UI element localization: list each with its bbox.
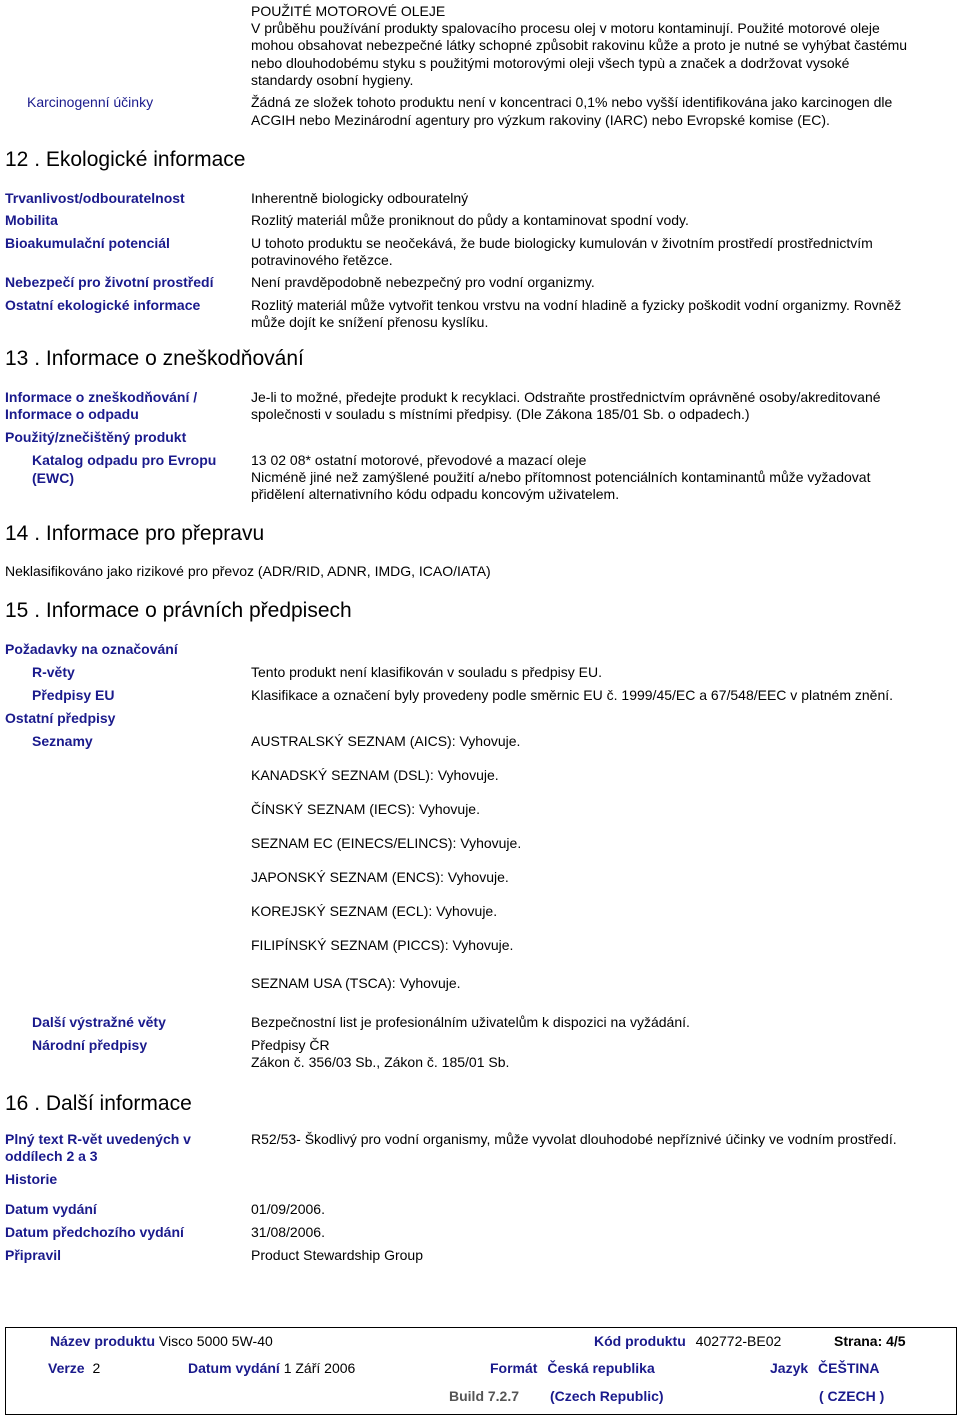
labeling-label: Požadavky na označování	[5, 641, 178, 657]
bioaccumulation-line: U tohoto produktu se neočekává, že bude biologicky kumulován v životním prostředí prostřednictvím	[251, 235, 873, 251]
history-label: Historie	[5, 1171, 58, 1187]
persistence-value: Inherentně biologicky odbouratelný	[251, 190, 469, 206]
used-product-label: Použitý/znečištěný produkt	[5, 429, 187, 445]
language-value: ČEŠTINA	[818, 1360, 880, 1376]
bioaccumulation-line: potravinového řetězce.	[251, 252, 393, 268]
ewc-line: Nicméně jiné než zamýšlené použití a/nebo přítomnost potenciálních kontaminantů může vyžadovat	[251, 469, 871, 485]
other-regulations-label: Ostatní předpisy	[5, 710, 116, 726]
national-regulations-line: Zákon č. 356/03 Sb., Zákon č. 185/01 Sb.	[251, 1054, 510, 1070]
eu-regulations-label: Předpisy EU	[32, 687, 115, 703]
issue-date-value: 01/09/2006.	[251, 1201, 325, 1217]
inventory-list-item: AUSTRALSKÝ SEZNAM (AICS): Vyhovuje.	[251, 733, 521, 749]
mobility-label: Mobilita	[5, 212, 58, 228]
inventory-list-item: SEZNAM USA (TSCA): Vyhovuje.	[251, 975, 461, 991]
product-code	[594, 1333, 781, 1349]
footer-issue-date	[188, 1360, 355, 1376]
issue-date-label: Datum vydání	[5, 1201, 97, 1217]
product-name	[50, 1333, 273, 1349]
previous-date-label: Datum předchozího vydání	[5, 1224, 184, 1240]
format-label: Formát	[490, 1360, 538, 1376]
section-14-heading: 14 . Informace pro přepravu	[5, 522, 265, 545]
inventory-list-item: FILIPÍNSKÝ SEZNAM (PICCS): Vyhovuje.	[251, 937, 514, 953]
national-regulations-label: Národní předpisy	[32, 1037, 148, 1053]
inventory-list-item: ČÍNSKÝ SEZNAM (IECS): Vyhovuje.	[251, 801, 480, 817]
format	[490, 1360, 655, 1376]
disposal-line: Je-li to možné, předejte produkt k recyklaci. Odstraňte prostřednictvím oprávněné osoby/akreditované	[251, 389, 881, 405]
format-subtitle: (Czech Republic)	[550, 1388, 664, 1404]
warnings-value: Bezpečnostní list je profesionálním uživatelům k dispozici na vyžádání.	[251, 1014, 690, 1030]
r-phrases-label: R-věty	[32, 664, 75, 680]
r-text-value: R52/53- Škodlivý pro vodní organismy, může vyvolat dlouhodobé nepříznivé účinky ve vodním prostředí.	[251, 1131, 897, 1147]
section-15-heading: 15 . Informace o právních předpisech	[5, 599, 352, 622]
ewc-label: (EWC)	[32, 470, 74, 486]
language-label: Jazyk	[770, 1360, 809, 1376]
used-oils-line: standardy osobní hygieny.	[251, 72, 414, 88]
prepared-by-label: Připravil	[5, 1247, 62, 1263]
other-eco-label: Ostatní ekologické informace	[5, 297, 201, 313]
inventory-list-item: KANADSKÝ SEZNAM (DSL): Vyhovuje.	[251, 767, 499, 783]
page-number: Strana: 4/5	[834, 1333, 906, 1349]
prepared-by-value: Product Stewardship Group	[251, 1247, 423, 1263]
environment-hazard-value: Není pravděpodobně nebezpečný pro vodní organizmy.	[251, 274, 595, 290]
carcinogenic-line: Žádná ze složek tohoto produktu není v koncentraci 0,1% nebo vyšší identifikována jako karcinogen dle	[251, 94, 893, 110]
footer-issue-date-label: Datum vydání	[188, 1360, 280, 1376]
used-oils-line: V průběhu používání produkty spalovacího procesu olej v motoru kontaminují. Použité motorové oleje	[251, 20, 880, 36]
footer-issue-date-value: 1 Září 2006	[283, 1360, 356, 1376]
ewc-line: 13 02 08* ostatní motorové, převodové a mazací oleje	[251, 452, 587, 468]
disposal-label: Informace o zneškodňování /	[5, 389, 198, 405]
r-phrases-value: Tento produkt není klasifikován v souladu s předpisy EU.	[251, 664, 602, 680]
section-13-heading: 13 . Informace o zneškodňování	[5, 347, 304, 370]
format-value: Česká republika	[547, 1360, 655, 1376]
warnings-label: Další výstražné věty	[32, 1014, 166, 1030]
version	[48, 1360, 100, 1376]
inventory-lists-label: Seznamy	[32, 733, 93, 749]
used-oils-line: nebo dlouhodobému styku s použitými motorovými oleji všech typù a značek a dodržovat vysoké	[251, 55, 850, 71]
eu-regulations-value: Klasifikace a označení byly provedeny podle směrnic EU č. 1999/45/EC a 67/548/EEC v platném znění.	[251, 687, 894, 703]
inventory-list-item: SEZNAM EC (EINECS/ELINCS): Vyhovuje.	[251, 835, 522, 851]
language	[770, 1360, 880, 1376]
section-16-heading: 16 . Další informace	[5, 1092, 192, 1115]
version-value: 2	[92, 1360, 101, 1376]
page-footer	[5, 1327, 957, 1415]
product-name-value: Visco 5000 5W-40	[158, 1333, 273, 1349]
product-name-label: Název produktu	[50, 1333, 156, 1349]
used-oils-line: mohou obsahovat nebezpečné látky schopné způsobit rakovinu kůže a proto je nutné se vyhýbat častému	[251, 37, 908, 53]
ewc-line: přidělení alternativního kódu odpadu koncovým uživatelem.	[251, 486, 620, 502]
used-oils-title: POUŽITÉ MOTOROVÉ OLEJE	[251, 3, 446, 19]
section-12-heading: 12 . Ekologické informace	[5, 148, 246, 171]
disposal-line: společnosti v souladu s místními předpisy. (Dle Zákona 185/01 Sb. o odpadech.)	[251, 406, 750, 422]
version-label: Verze	[48, 1360, 85, 1376]
r-text-label: Plný text R-vět uvedených v	[5, 1131, 191, 1147]
disposal-label: Informace o odpadu	[5, 406, 139, 422]
bioaccumulation-label: Bioakumulační potenciál	[5, 235, 170, 251]
other-eco-line: může dojít ke snížení přenosu kyslíku.	[251, 314, 489, 330]
mobility-value: Rozlitý materiál může proniknout do půdy a kontaminovat spodní vody.	[251, 212, 689, 228]
carcinogenic-line: ACGIH nebo Mezinárodní agentury pro výzkum rakoviny (IARC) nebo Evropské komise (EC).	[251, 112, 830, 128]
transport-text: Neklasifikováno jako rizikové pro převoz (ADR/RID, ADNR, IMDG, ICAO/IATA)	[5, 563, 491, 579]
national-regulations-line: Předpisy ČR	[251, 1037, 330, 1053]
carcinogenic-label: Karcinogenní účinky	[27, 94, 154, 110]
inventory-list-item: KOREJSKÝ SEZNAM (ECL): Vyhovuje.	[251, 903, 498, 919]
r-text-label: oddílech 2 a 3	[5, 1148, 98, 1164]
product-code-value: 402772-BE02	[695, 1333, 782, 1349]
product-code-label: Kód produktu	[594, 1333, 686, 1349]
persistence-label: Trvanlivost/odbouratelnost	[5, 190, 185, 206]
language-subtitle: ( CZECH )	[819, 1388, 885, 1404]
other-eco-line: Rozlitý materiál může vytvořit tenkou vrstvu na vodní hladině a fyzicky poškodit vodní organizmy. Rovněž	[251, 297, 902, 313]
inventory-list-item: JAPONSKÝ SEZNAM (ENCS): Vyhovuje.	[251, 869, 509, 885]
environment-hazard-label: Nebezpečí pro životní prostředí	[5, 274, 214, 290]
ewc-label: Katalog odpadu pro Evropu	[32, 452, 217, 468]
previous-date-value: 31/08/2006.	[251, 1224, 325, 1240]
build-number: Build 7.2.7	[449, 1388, 520, 1404]
